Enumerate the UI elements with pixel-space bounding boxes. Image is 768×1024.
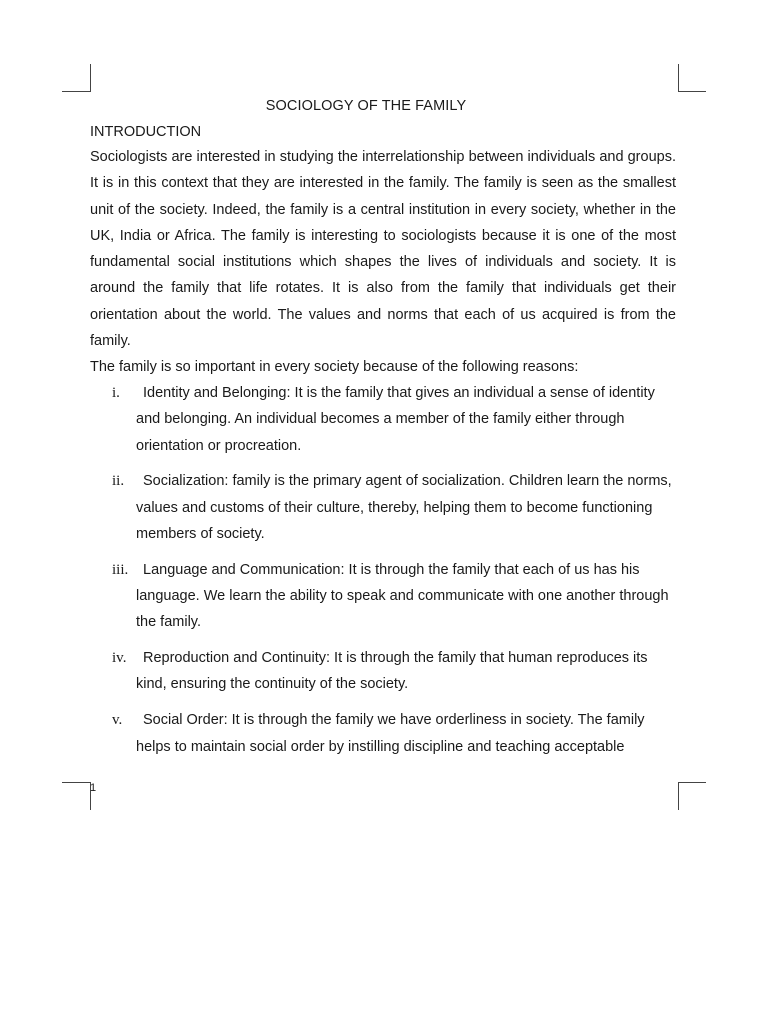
crop-mark-top-left-v: [90, 64, 91, 92]
list-item: [90, 707, 676, 760]
list-item: [90, 557, 676, 636]
list-item-text: Language and Communication: It is through the family that each of us has his language. We learn the ability to speak and communicate with one another through the family.: [136, 561, 669, 631]
crop-mark-bottom-right-h: [678, 782, 706, 783]
crop-mark-top-right-h: [678, 91, 706, 92]
list-numeral: iv.: [112, 650, 127, 667]
crop-mark-top-right-v: [678, 64, 679, 92]
list-numeral: iii.: [112, 561, 129, 578]
list-item: [90, 380, 676, 459]
page-number: 1: [90, 782, 97, 794]
reasons-list: [90, 380, 676, 769]
list-item-text: Social Order: It is through the family we have orderliness in society. The family helps to maintain social order by instilling discipline and teaching acceptable: [136, 712, 645, 755]
list-numeral: ii.: [112, 473, 125, 490]
list-item-text: Reproduction and Continuity: It is through the family that human reproduces its kind, ensuring the continuity of the society.: [136, 650, 648, 693]
section-heading: INTRODUCTION: [90, 124, 202, 140]
intro-paragraph: Sociologists are interested in studying the interrelationship between individuals and groups. It is in this context that they are interested in the family. The family is seen as the smallest unit of the society. Indeed, the family is a central institution in every society, whether in the UK, India or Africa. The family is interesting to sociologists because it is one of the most fundamental social institutions which shapes the lives of individuals and society. It is around the family that life rotates. It is also from the family that individuals get their orientation about the world. The values and norms that each of us acquired is from the family.: [90, 149, 676, 350]
list-item: [90, 645, 676, 698]
document-title: SOCIOLOGY OF THE FAMILY: [265, 98, 467, 114]
intro-body: [90, 144, 676, 381]
crop-mark-bottom-left-h: [62, 782, 90, 783]
list-item: [90, 468, 676, 547]
list-numeral: i.: [112, 385, 120, 401]
list-item-text: Identity and Belonging: It is the family that gives an individual a sense of identity and belonging. An individual becomes a member of the family either through orientation or procreation.: [136, 385, 655, 454]
list-numeral: v.: [112, 712, 123, 729]
lead-sentence: The family is so important in every society because of the following reasons:: [90, 359, 579, 376]
crop-mark-bottom-right-v: [678, 782, 679, 810]
list-item-text: Socialization: family is the primary agent of socialization. Children learn the norms, values and customs of their culture, thereby, helping them to become functioning members of society.: [136, 473, 672, 542]
crop-mark-top-left-h: [62, 91, 90, 92]
